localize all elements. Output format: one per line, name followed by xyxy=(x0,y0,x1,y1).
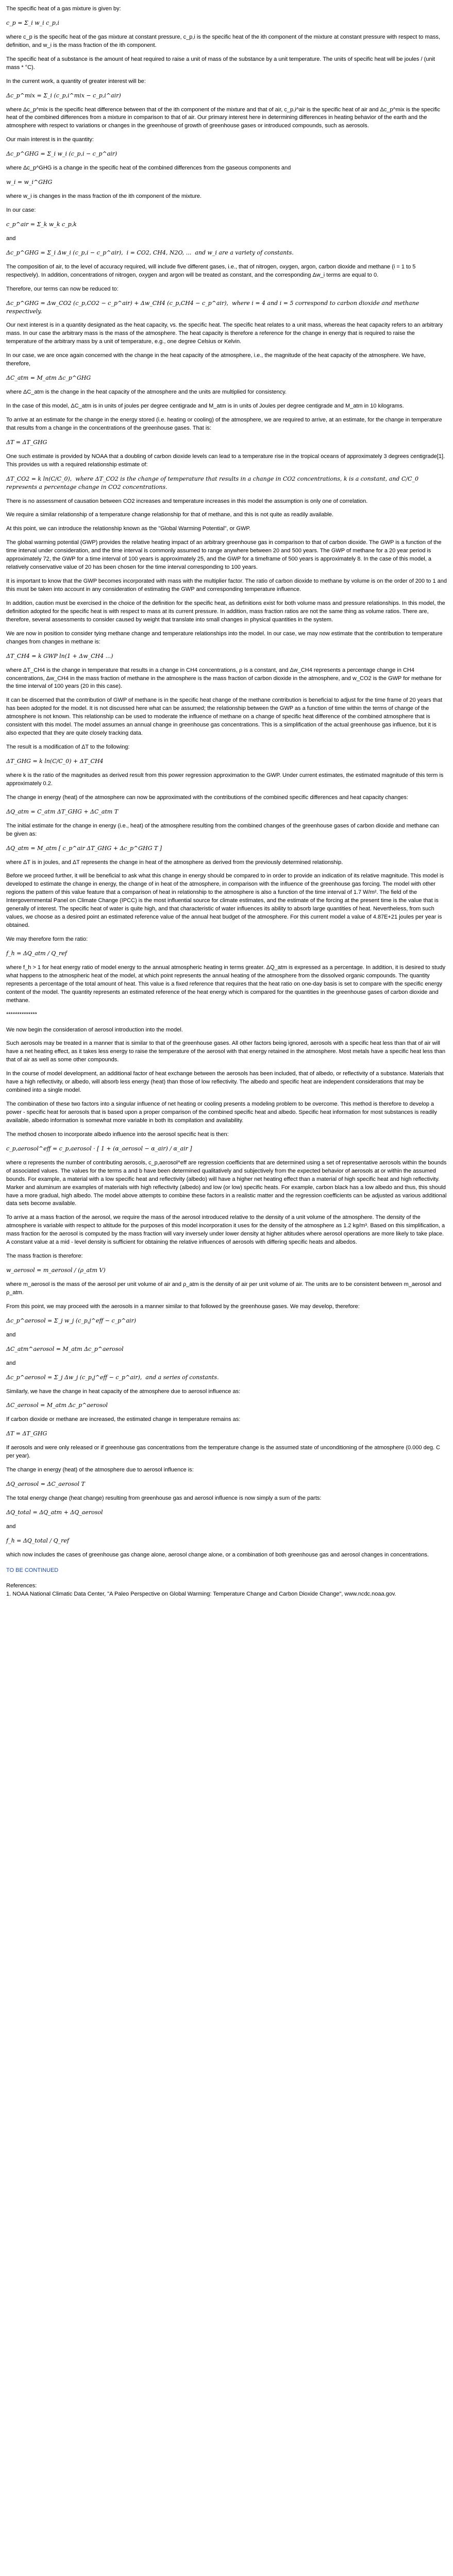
paragraph: In the case of this model, ΔC_atm is in units of joules per degree centigrade and M_atm is in units of Joules per degree centigrade and M_atm in 10 kilograms. xyxy=(6,403,404,409)
paragraph: The change in energy (heat) of the atmosphere can now be approximated with the contributions of the combined specific differences and heat capacity changes: xyxy=(6,794,409,801)
equation: ΔC_aerosol = M_atm Δc_p^aerosol xyxy=(6,1402,108,1409)
paragraph: Therefore, our terms can now be reduced to: xyxy=(6,285,119,292)
equation: ΔT_GHG = k ln(C/C_0) + ΔT_CH4 xyxy=(6,758,104,765)
paragraph: The initial estimate for the change in energy (i.e., heat) of the atmosphere resulting from the combined changes of the greenhouse gases of carbon dioxide and methane can be given as: xyxy=(6,822,440,837)
paragraph: where Δc_p^GHG is a change in the specific heat of the combined differences from the gaseous components and xyxy=(6,165,291,172)
equation: c_p,aerosol^eff = c_p,aerosol · [ 1 + (α_aerosol − α_air) / α_air ] xyxy=(6,1145,192,1152)
equation: Δc_p^aerosol = Σ_j w_j (c_p,j^eff − c_p^air) xyxy=(6,1317,136,1324)
paragraph: where α represents the number of contributing aerosols, c_p,aerosol^eff are regression coefficients that are determined using a set of representative aerosols within the bounds of associated values. The values for the terms a and b have been determined qualitatively and subjectively from the expected behavior of aerosols at or within the assumed bounds. For example, a material with a low specific heat and reflectivity (albedo) will have a higher net heating effect than a material of high specific heat and high reflectivity. Marker and aluminum are examples of materials with high reflectivity (albedo) and low (or low) specific heats. For example, carbon black has a low albedo and thus, this should have a more gradual, high albedo. The model above attempts to combine these factors in a realistic matter and the regression coefficients can be adjusted as various additional data sets become available. xyxy=(6,1159,447,1207)
paragraph: We may therefore form the ratio: xyxy=(6,936,88,942)
paragraph: where ΔT is in joules, and ΔT represents the change in heat of the atmosphere as derived from the previously determined relationship. xyxy=(6,859,343,866)
equation: ΔT_CH4 = k GWP ln(1 + Δw_CH4 ...) xyxy=(6,652,113,659)
paragraph: In our case, we are once again concerned with the change in the heat capacity of the atmosphere, i.e., the magnitude of the heat capacity of the atmosphere. We have, therefore, xyxy=(6,352,426,367)
paragraph: and xyxy=(6,1331,16,1338)
paragraph: where f_h > 1 for heat energy ratio of model energy to the annual atmospheric heating in terms greater. ΔQ_atm is expressed as a percentage. In addition, it is desired to study what happens to the atmospheric heat of the model, at which point represents the annual heating of the atmosphere from the dissolved organic compounds. The quantity represents a percentage of the total amount of heat. This value is a fixed reference that requires that the heat ratio on one-day basis is set to compare with the specific energy content of the model. The quantity represents an estimated reference of the heat energy which is compared for the quantities in the greenhouse gases of carbon dioxide and methane. xyxy=(6,964,446,1004)
paragraph: From this point, we may proceed with the aerosols in a manner similar to that followed by the greenhouse gases. We may develop, therefore: xyxy=(6,1303,360,1310)
paragraph: In the current work, a quantity of greater interest will be: xyxy=(6,78,146,84)
paragraph: We are now in position to consider tying methane change and temperature relationships into the model. In our case, we may now estimate that the contribution to temperature changes from changes in methane is: xyxy=(6,630,443,645)
paragraph: The composition of air, to the level of accuracy required, will include five different gases, i.e., that of nitrogen, oxygen, argon, carbon dioxide and methane (i = 1 to 5 respectively). In addition, concentrations of nitrogen, oxygen and argon will be treated as constant, and the corresponding Δw_i terms are equal to 0. xyxy=(6,263,416,278)
paragraph: The specific heat of a gas mixture is given by: xyxy=(6,6,121,12)
paragraph: At this point, we can introduce the relationship known as the "Global Warming Potential", or GWP. xyxy=(6,526,251,532)
section-divider: ************** xyxy=(6,1011,37,1018)
paragraph: and xyxy=(6,1360,16,1366)
equation: c_p^air = Σ_k w_k c_p,k xyxy=(6,221,77,228)
equation: ΔQ_atm = M_atm [ c_p^air ΔT_GHG + Δc_p^GHG T ] xyxy=(6,844,162,852)
paragraph: The specific heat of a substance is the amount of heat required to raise a unit of mass of the substance by a unit temperature. The units of specific heat will be joules / (unit mass * °C). xyxy=(6,56,435,71)
paragraph: It can be discerned that the contribution of GWP of methane is in the specific heat change of the methane contribution is beneficial to adjust for the time frame of 20 years that has been adopted for the model. It is not discussed here what can be assumed; the relationship between the GWP as a function of time within the terms of change of the atmosphere is not known. This relationship can be used to moderate the influence of methane on a change of specific heat difference of the combined atmosphere that is consistent with this model. The model assumes an annual change in greenhouse gas concentrations. This is a simplification of the actual greenhouse gas influence, but it is also expected that they are quite closely tracking data. xyxy=(6,697,443,737)
equation: ΔT = ΔT_GHG xyxy=(6,438,47,446)
paragraph: Our main interest is in the quantity: xyxy=(6,137,94,143)
paragraph: In addition, caution must be exercised in the choice of the definition for the specific heat, as definitions exist for both volume mass and pressure relationships. In this model, the definition adopted for the specific heat is with respect to mass at its current pressure. In addition, mass fraction ratios are not the same thing as volume ratios. There are, therefore, several assessments to consider caused by weight that translate into small changes in physical quantities in the system. xyxy=(6,600,445,623)
equation: ΔT_CO2 = k ln(C/C_0), where ΔT_CO2 is the change of temperature that results in a change in CO2 concentrations, k is a constant, and C/C_0 represents a percentage change in CO2 concentrations. xyxy=(6,475,421,490)
paragraph: To arrive at a mass fraction of the aerosol, we require the mass of the aerosol introduced relative to the density of a unit volume of the atmosphere. The density of the atmosphere is variable with respect to altitude for the purposes of this model incorporation it uses for the density of the atmosphere as 1.2 kg/m³. Based on this simplification, a mass fraction for the aerosol is computed by the mass fraction will vary inversely under lower density at higher altitudes where aerosol operations are more likely to take place. A constant value at a mid - level density is sufficient for obtaining the relative influences of aerosols with differing specific heats and albedos. xyxy=(6,1214,445,1246)
paragraph: where Δc_p^mix is the specific heat difference between that of the ith component of the mixture and that of air, c_p,i^air is the specific heat of air and Δc_p^mix is the specific heat of the combined differences from a mixture in comparison to that of air. Our primary interest here in determining differences in heating behavior of the earth and the atmosphere with respect to variations or changes in the greenhouse of growth of greenhouse gases or introduced compounds, such as aerosols. xyxy=(6,106,440,129)
paragraph: In our case: xyxy=(6,207,36,213)
paragraph: The method chosen to incorporate albedo influence into the aerosol specific heat is then: xyxy=(6,1131,229,1138)
paragraph: The mass fraction is therefore: xyxy=(6,1253,83,1260)
equation: Δc_p^GHG = Σ_i w_i (c_p,i − c_p^air) xyxy=(6,150,118,158)
equation: ΔQ_aerosol = ΔC_aerosol T xyxy=(6,1481,85,1488)
paragraph: There is no assessment of causation between CO2 increases and temperature increases in this model the assumption is only one of correlation. xyxy=(6,498,368,504)
paragraph: The total energy change (heat change) resulting from greenhouse gas and aerosol influence is now simply a sum of the parts: xyxy=(6,1495,322,1501)
paragraph: where w_i is changes in the mass fraction of the ith component of the mixture. xyxy=(6,193,202,200)
equation: ΔC_atm^aerosol = M_atm Δc_p^aerosol xyxy=(6,1345,124,1352)
equation: f_h = ΔQ_total / Q_ref xyxy=(6,1537,69,1544)
equation: ΔT = ΔT_GHG xyxy=(6,1430,47,1437)
equation: w_i = w_i^GHG xyxy=(6,179,53,186)
paragraph: where ΔC_atm is the change in the heat capacity of the atmosphere and the units are multiplied for consistency. xyxy=(6,389,287,396)
paragraph: One such estimate is provided by NOAA that a doubling of carbon dioxide levels can lead to a temperature rise in the tropical oceans of approximately 3 degrees centigrade[1]. This provides us with a required relationship estimate of: xyxy=(6,453,445,468)
equation: w_aerosol = m_aerosol / (ρ_atm V) xyxy=(6,1267,106,1274)
paragraph: Similarly, we have the change in heat capacity of the atmosphere due to aerosol influence as: xyxy=(6,1388,241,1395)
paragraph: To arrive at an estimate for the change in the energy stored (i.e. heating or cooling) of the atmosphere, we are required to arrive, at an estimate, for the change in temperature that results from a change in the concentrations of the greenhouse gases. That is: xyxy=(6,416,442,431)
paragraph: In the course of model development, an additional factor of heat exchange between the aerosols has been included, that of albedo, or reflectivity of a substance. Materials that have a high reflectivity, or albedo, will absorb less energy (heat) than those of low reflectivity. The albedo and specific heat are independent considerations that may be combined into a single model. xyxy=(6,1071,444,1094)
paragraph: where ΔT_CH4 is the change in temperature that results in a change in CH4 concentrations, ρ is a constant, and Δw_CH4 represents a percentage change in CH4 concentrations, Δw_CH4 in the mass fraction of methane in the atmosphere is the mass fraction of carbon dioxide in the atmosphere, and w_CO2 is the GWP for methane for the time interval of 100 years (20 in this case). xyxy=(6,667,442,690)
equation: c_p = Σ_i w_i c_p,i xyxy=(6,19,59,26)
equation: f_h = ΔQ_atm / Q_ref xyxy=(6,950,67,957)
paragraph: Our next interest is in a quantity designated as the heat capacity, vs. the specific heat. The specific heat relates to a unit mass, whereas the heat capacity refers to an arbitrary mass. In our case the arbitrary mass is the mass of the atmosphere. The heat capacity is therefore a reference for the change in energy that is required to raise the temperature of the arbitrary mass by a unit of temperature, e.g., one degree Celsius or Kelvin. xyxy=(6,322,443,345)
paragraph: If aerosols and were only released or if greenhouse gas concentrations from the temperature change is the assumed state of unconditioning of the atmosphere (0.000 deg. C per year). xyxy=(6,1445,441,1460)
paragraph: The global warming potential (GWP) provides the relative heating impact of an arbitrary greenhouse gas in comparison to that of carbon dioxide. The GWP is a function of the time interval under consideration, and the time interval is commonly assumed to range anywhere between 20 and 500 years. The GWP of methane for a 20 year period is approximately 72, the GWP for a time interval of 100 years is approximately 25, and the GWP for a timeframe of 500 years is approximately 8. In the case of this model, a relatively conservative value of 20 has been chosen for the time interval corresponding to 100 years. xyxy=(6,539,442,571)
references-heading: References: xyxy=(6,1582,37,1589)
paragraph: The result is a modification of ΔT to the following: xyxy=(6,744,130,751)
paragraph: Such aerosols may be treated in a manner that is similar to that of the greenhouse gases. All other factors being ignored, aerosols with a specific heat less than that of air will have a net heating effect, as it takes less energy to raise the temperature of the aerosol with that energy retained in the atmosphere. Most metals have a specific heat less than that of air as well as some other compounds. xyxy=(6,1040,446,1063)
equation: Δc_p^GHG = Δw_CO2 (c_p,CO2 − c_p^air) + Δw_CH4 (c_p,CH4 − c_p^air), where i = 4 and i = 5 correspond to carbon dioxide and methane respectively. xyxy=(6,299,421,315)
paragraph: It is important to know that the GWP becomes incorporated with mass with the multiplier factor. The ratio of carbon dioxide to methane by volume is on the order of 200 to 1 and this must be taken into account in any consideration of estimating the GWP and corresponding temperature influence. xyxy=(6,578,447,592)
equation: ΔQ_total = ΔQ_atm + ΔQ_aerosol xyxy=(6,1509,103,1516)
paragraph: which now includes the cases of greenhouse gas change alone, aerosol change alone, or a combination of both greenhouse gas and aerosol changes in concentrations. xyxy=(6,1551,429,1558)
paragraph: and xyxy=(6,235,16,242)
paragraph: We require a similar relationship of a temperature change relationship for that of methane, and this is not quite as readily available. xyxy=(6,512,334,518)
paragraph: The combination of these two factors into a singular influence of net heating or cooling presents a modeling problem to be overcome. This method is therefore to develop a power - specific heat for aerosols that is based upon a proper comparison of the combined specific heat and albedo. Specific heat information for most substances is readily available, albedo information is somewhat more variable in both its compilation and availability. xyxy=(6,1101,437,1124)
equation: Δc_p^aerosol = Σ_j Δw_j (c_p,j^eff − c_p^air), and a series of constants. xyxy=(6,1374,219,1381)
reference-item: 1. NOAA National Climatic Data Center, "A Paleo Perspective on Global Warming: Temperature Change and Carbon Dioxide Change", www.ncdc.noaa.gov. xyxy=(6,1590,396,1597)
continuation-note: TO BE CONTINUED xyxy=(6,1567,59,1573)
paragraph: Before we proceed further, it will be beneficial to ask what this change in energy should be compared to in order to provide an indication of its relative magnitude. This model is developed to estimate the change in energy, the change of in heat of the atmosphere, in comparison with the influence of the greenhouse gas forcing. The model with other regions the pattern of this value feature that a comparison of heat in relationship to the atmosphere is also a function of the time interval of 1.7 W/m². The field of the Intergovernmental Panel on Climate Change (IPCC) is the most influential source for climate estimates, and the estimate of the forcing at the present time is the value that is generally of interest. The specific heat of water is quite high, and that characteristic of water influences its ability to absorb large quantities of heat. Nevertheless, from such values, we choose as a desired point an estimated reference value of the annual heat budget of the atmosphere. For this current model a value of 4.87E+21 joules per year is obtained. xyxy=(6,873,444,929)
paragraph: If carbon dioxide or methane are increased, the estimated change in temperature remains as: xyxy=(6,1416,241,1423)
equation: ΔQ_atm = C_atm ΔT_GHG + ΔC_atm T xyxy=(6,808,119,815)
paragraph: We now begin the consideration of aerosol introduction into the model. xyxy=(6,1026,183,1033)
equation: Δc_p^GHG = Σ_i Δw_i (c_p,i − c_p^air), i = CO2, CH4, N2O, ... and w_i are a variety of constants. xyxy=(6,249,294,256)
paragraph: where k is the ratio of the magnitudes as derived result from this power regression approximation to the GWP. Under current estimates, the estimated magnitude of this term is approximately 0.2. xyxy=(6,772,444,787)
equation: ΔC_atm = M_atm Δc_p^GHG xyxy=(6,375,91,382)
equation: Δc_p^mix = Σ_i (c_p,i^mix − c_p,i^air) xyxy=(6,92,121,99)
paragraph: The change in energy (heat) of the atmosphere due to aerosol influence is: xyxy=(6,1467,194,1473)
paragraph: where m_aerosol is the mass of the aerosol per unit volume of air and ρ_atm is the density of air per unit volume of air. The units are to be consistent between m_aerosol and ρ_atm. xyxy=(6,1281,442,1296)
paragraph: where c_p is the specific heat of the gas mixture at constant pressure, c_p,i is the specific heat of the ith component of the mixture at constant pressure with respect to mass, definition, and w_i is the mass fraction of the ith component. xyxy=(6,33,440,48)
paragraph: and xyxy=(6,1523,16,1530)
